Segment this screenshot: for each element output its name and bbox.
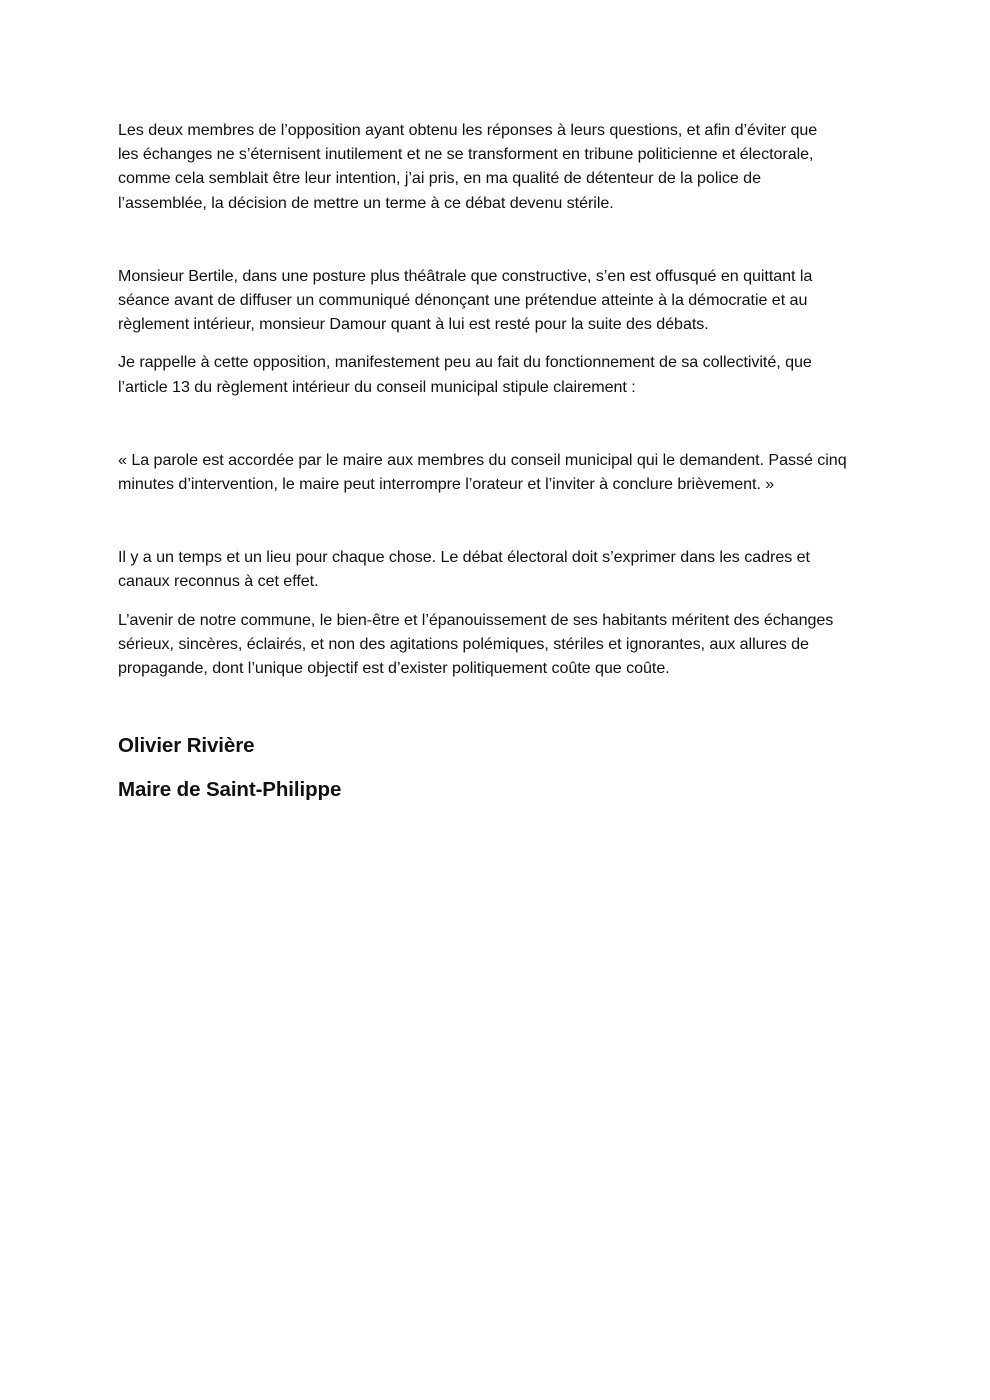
signature-name: Olivier Rivière [118,734,255,758]
paragraph-line: Les deux membres de l’opposition ayant obtenu les réponses à leurs questions, et afin d’éviter que [118,121,818,139]
paragraph-line: règlement intérieur, monsieur Damour quant à lui est resté pour la suite des débats. [118,315,709,334]
paragraph-line: l’assemblée, la décision de mettre un terme à ce débat devenu stérile. [118,193,614,212]
paragraph-line: sérieux, sincères, éclairés, et non des agitations polémiques, stériles et ignorantes, aux allures de [118,634,809,653]
paragraph-article-quote [118,448,878,496]
paragraph-line: Je rappelle à cette opposition, manifestement peu au fait du fonctionnement de sa collectivité, que [118,353,812,372]
paragraph-article-reminder [118,350,878,398]
paragraph-line: L’avenir de notre commune, le bien-être et l’épanouissement de ses habitants méritent des échanges [118,610,834,629]
paragraph-time-and-place [118,545,878,593]
signature-title: Maire de Saint-Philippe [118,778,342,802]
paragraph-bertile-reaction [118,264,878,337]
paragraph-line: « La parole est accordée par le maire aux membres du conseil municipal qui le demandent. Passé cinq [118,450,847,469]
paragraph-line: séance avant de diffuser un communiqué dénonçant une prétendue atteinte à la démocratie et au [118,291,808,310]
paragraph-line: Il y a un temps et un lieu pour chaque chose. Le débat électoral doit s’exprimer dans les cadres et [118,548,810,567]
paragraph-line: minutes d’intervention, le maire peut interrompre l’orateur et l’inviter à conclure brièvement. » [118,475,775,494]
paragraph-line: propagande, dont l’unique objectif est d’exister politiquement coûte que coûte. [118,659,670,678]
paragraph-line: les échanges ne s’éternisent inutilement et ne se transforment en tribune politicienne et électorale, [118,145,814,164]
paragraph-line: canaux reconnus à cet effet. [118,572,319,591]
document-content [118,118,878,804]
paragraph-commune-future [118,608,878,681]
paragraph-line: Monsieur Bertile, dans une posture plus théâtrale que constructive, s’en est offusqué en quittant la [118,266,813,285]
paragraph-line: l’article 13 du règlement intérieur du conseil municipal stipule clairement : [118,377,636,396]
paragraph-closing-debate [118,118,878,215]
paragraph-line: comme cela semblait être leur intention, j’ai pris, en ma qualité de détenteur de la police de [118,169,761,188]
